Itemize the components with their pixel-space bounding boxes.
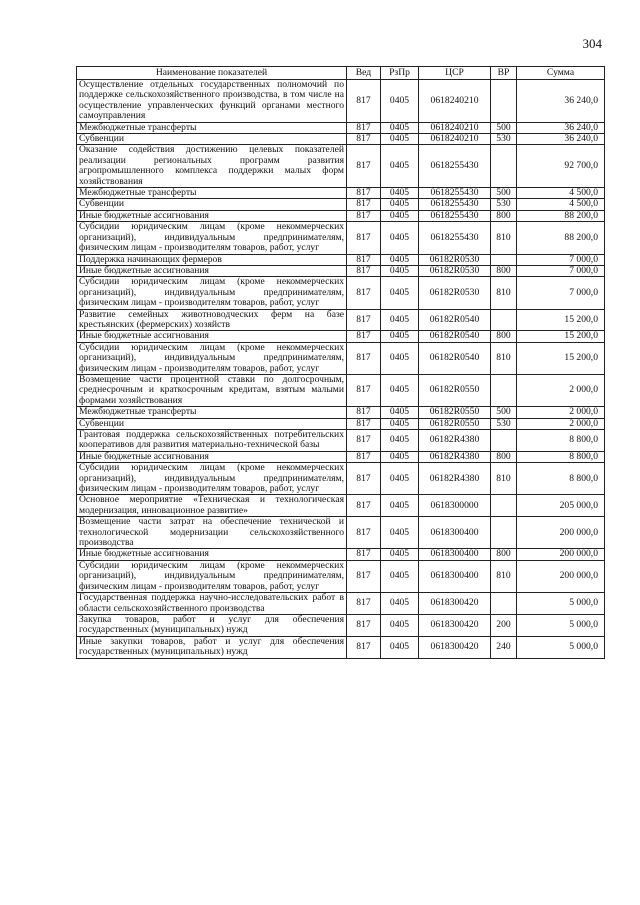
row-csr-cell: 0618240210 [419,134,491,145]
table-row [77,407,605,418]
row-rzpr-cell: 0405 [381,374,419,406]
row-vr-cell: 800 [491,549,517,560]
table-row [77,374,605,406]
row-csr-cell: 06182R0540 [419,309,491,331]
row-name-cell: Субвенции [77,199,347,210]
table-row [77,614,605,636]
row-name-cell: Основное мероприятие «Техническая и технологическая модернизация, инновационное развитие» [77,495,347,517]
row-csr-cell: 0618300400 [419,549,491,560]
row-csr-cell: 0618255430 [419,199,491,210]
row-rzpr-cell: 0405 [381,549,419,560]
row-name-cell: Иные бюджетные ассигнования [77,549,347,560]
row-vr-cell [491,593,517,615]
table-row [77,451,605,462]
row-ved-cell: 817 [347,342,381,374]
row-name-cell: Иные закупки товаров, работ и услуг для обеспечения государственных (муниципальных) нужд [77,636,347,658]
row-rzpr-cell: 0405 [381,134,419,145]
row-vr-cell: 810 [491,463,517,495]
row-vr-cell: 530 [491,418,517,429]
row-ved-cell: 817 [347,495,381,517]
header-sum: Сумма [517,67,605,80]
row-csr-cell: 0618240210 [419,80,491,123]
row-rzpr-cell: 0405 [381,80,419,123]
row-ved-cell: 817 [347,549,381,560]
table-body [77,80,605,659]
row-ved-cell: 817 [347,80,381,123]
row-vr-cell [491,254,517,265]
row-sum-cell: 88 200,0 [517,210,605,221]
row-vr-cell: 800 [491,451,517,462]
row-ved-cell: 817 [347,517,381,549]
header-rzpr: РзПр [381,67,419,80]
row-ved-cell: 817 [347,560,381,592]
row-ved-cell: 817 [347,593,381,615]
row-rzpr-cell: 0405 [381,593,419,615]
row-csr-cell: 06182R0550 [419,407,491,418]
row-name-cell: Иные бюджетные ассигнования [77,331,347,342]
table-row [77,495,605,517]
row-vr-cell: 800 [491,210,517,221]
row-name-cell: Иные бюджетные ассигнования [77,451,347,462]
table-row [77,560,605,592]
row-csr-cell: 0618255430 [419,188,491,199]
row-sum-cell: 200 000,0 [517,549,605,560]
table-row [77,134,605,145]
row-vr-cell [491,430,517,452]
row-name-cell: Межбюджетные трансферты [77,122,347,133]
row-ved-cell: 817 [347,374,381,406]
row-sum-cell: 200 000,0 [517,517,605,549]
header-name: Наименование показателей [77,67,347,80]
row-sum-cell: 7 000,0 [517,277,605,309]
row-csr-cell: 06182R4380 [419,451,491,462]
row-sum-cell: 8 800,0 [517,451,605,462]
row-sum-cell: 15 200,0 [517,331,605,342]
row-vr-cell: 530 [491,134,517,145]
row-rzpr-cell: 0405 [381,560,419,592]
table-row [77,210,605,221]
row-csr-cell: 06182R4380 [419,430,491,452]
row-rzpr-cell: 0405 [381,636,419,658]
row-ved-cell: 817 [347,199,381,210]
page-number: 304 [582,36,602,51]
row-name-cell: Иные бюджетные ассигнования [77,265,347,276]
row-csr-cell: 0618255430 [419,145,491,188]
row-name-cell: Государственная поддержка научно-исследовательских работ в области сельскохозяйственного производства [77,593,347,615]
row-rzpr-cell: 0405 [381,331,419,342]
row-csr-cell: 06182R4380 [419,463,491,495]
row-sum-cell: 36 240,0 [517,80,605,123]
table-row [77,80,605,123]
row-sum-cell: 4 500,0 [517,188,605,199]
row-vr-cell: 810 [491,560,517,592]
row-vr-cell: 500 [491,122,517,133]
row-sum-cell: 5 000,0 [517,636,605,658]
row-name-cell: Поддержка начинающих фермеров [77,254,347,265]
row-csr-cell: 06182R0550 [419,418,491,429]
row-name-cell: Субсидии юридическим лицам (кроме некоммерческих организаций), индивидуальным предпринимателям, физическим лицам - производителям товаров, работ, услуг [77,342,347,374]
row-csr-cell: 0618300400 [419,560,491,592]
row-rzpr-cell: 0405 [381,614,419,636]
row-sum-cell: 8 800,0 [517,463,605,495]
row-csr-cell: 0618300420 [419,636,491,658]
row-csr-cell: 06182R0530 [419,277,491,309]
row-sum-cell: 88 200,0 [517,222,605,254]
row-rzpr-cell: 0405 [381,277,419,309]
row-sum-cell: 8 800,0 [517,430,605,452]
row-sum-cell: 2 000,0 [517,407,605,418]
table-row [77,265,605,276]
row-sum-cell: 15 200,0 [517,342,605,374]
table-row [77,549,605,560]
row-csr-cell: 0618300420 [419,614,491,636]
row-rzpr-cell: 0405 [381,188,419,199]
row-name-cell: Межбюджетные трансферты [77,407,347,418]
row-vr-cell: 810 [491,222,517,254]
table-row [77,418,605,429]
table-row [77,188,605,199]
row-rzpr-cell: 0405 [381,199,419,210]
row-name-cell: Субсидии юридическим лицам (кроме некоммерческих организаций), индивидуальным предпринимателям, физическим лицам - производителям товаров, работ, услуг [77,463,347,495]
table-row [77,342,605,374]
table-row [77,122,605,133]
row-csr-cell: 0618300400 [419,517,491,549]
row-vr-cell: 810 [491,342,517,374]
row-name-cell: Межбюджетные трансферты [77,188,347,199]
row-sum-cell: 7 000,0 [517,265,605,276]
row-sum-cell: 7 000,0 [517,254,605,265]
row-csr-cell: 0618240210 [419,122,491,133]
row-vr-cell [491,309,517,331]
row-name-cell: Грантовая поддержка сельскохозяйственных потребительских кооперативов для развития материально-технической базы [77,430,347,452]
row-rzpr-cell: 0405 [381,430,419,452]
row-ved-cell: 817 [347,463,381,495]
row-sum-cell: 36 240,0 [517,134,605,145]
table-row [77,199,605,210]
row-sum-cell: 2 000,0 [517,418,605,429]
row-ved-cell: 817 [347,145,381,188]
row-name-cell: Возмещение части затрат на обеспечение технической и технологической модернизации сельскохозяйственного производства [77,517,347,549]
table-row [77,145,605,188]
row-sum-cell: 92 700,0 [517,145,605,188]
row-csr-cell: 06182R0530 [419,254,491,265]
table-row [77,254,605,265]
table-header-row [77,67,605,80]
row-rzpr-cell: 0405 [381,407,419,418]
row-ved-cell: 817 [347,188,381,199]
row-sum-cell: 205 000,0 [517,495,605,517]
row-ved-cell: 817 [347,210,381,221]
row-rzpr-cell: 0405 [381,451,419,462]
row-vr-cell: 240 [491,636,517,658]
row-csr-cell: 0618255430 [419,222,491,254]
row-name-cell: Субсидии юридическим лицам (кроме некоммерческих организаций), индивидуальным предпринимателям, физическим лицам - производителям товаров, работ, услуг [77,560,347,592]
row-name-cell: Иные бюджетные ассигнования [77,210,347,221]
table-row [77,309,605,331]
row-name-cell: Возмещение части процентной ставки по долгосрочным, среднесрочным и краткосрочным кредитам, взятым малыми формами хозяйствования [77,374,347,406]
header-vr: ВР [491,67,517,80]
row-rzpr-cell: 0405 [381,254,419,265]
header-ved: Вед [347,67,381,80]
row-rzpr-cell: 0405 [381,418,419,429]
row-ved-cell: 817 [347,451,381,462]
row-ved-cell: 817 [347,222,381,254]
row-name-cell: Субвенции [77,418,347,429]
row-vr-cell [491,495,517,517]
row-ved-cell: 817 [347,254,381,265]
row-csr-cell: 0618300000 [419,495,491,517]
row-csr-cell: 06182R0530 [419,265,491,276]
row-csr-cell: 0618300420 [419,593,491,615]
table-row [77,593,605,615]
row-sum-cell: 200 000,0 [517,560,605,592]
row-ved-cell: 817 [347,430,381,452]
row-rzpr-cell: 0405 [381,122,419,133]
row-sum-cell: 5 000,0 [517,614,605,636]
row-ved-cell: 817 [347,418,381,429]
row-vr-cell [491,517,517,549]
row-name-cell: Оказание содействия достижению целевых показателей реализации региональных программ развития агропромышленного комплекса поддержки малых форм хозяйствования [77,145,347,188]
row-rzpr-cell: 0405 [381,145,419,188]
row-ved-cell: 817 [347,134,381,145]
row-name-cell: Субсидии юридическим лицам (кроме некоммерческих организаций), индивидуальным предпринимателям, физическим лицам - производителям товаров, работ, услуг [77,222,347,254]
row-name-cell: Субсидии юридическим лицам (кроме некоммерческих организаций), индивидуальным предпринимателям, физическим лицам - производителям товаров, работ, услуг [77,277,347,309]
table-row [77,277,605,309]
row-rzpr-cell: 0405 [381,342,419,374]
row-rzpr-cell: 0405 [381,495,419,517]
row-rzpr-cell: 0405 [381,265,419,276]
row-csr-cell: 06182R0540 [419,331,491,342]
row-rzpr-cell: 0405 [381,222,419,254]
row-rzpr-cell: 0405 [381,463,419,495]
row-ved-cell: 817 [347,614,381,636]
row-ved-cell: 817 [347,122,381,133]
row-sum-cell: 4 500,0 [517,199,605,210]
row-vr-cell [491,145,517,188]
row-vr-cell [491,80,517,123]
row-ved-cell: 817 [347,407,381,418]
row-vr-cell: 200 [491,614,517,636]
table-row [77,430,605,452]
row-name-cell: Развитие семейных животноводческих ферм на базе крестьянских (фермерских) хозяйств [77,309,347,331]
row-sum-cell: 2 000,0 [517,374,605,406]
row-name-cell: Субвенции [77,134,347,145]
row-csr-cell: 0618255430 [419,210,491,221]
header-csr: ЦСР [419,67,491,80]
table-row [77,517,605,549]
row-name-cell: Осуществление отдельных государственных полномочий по поддержке сельскохозяйственного производства, в том числе на осуществление управленческих функций органами местного самоуправления [77,80,347,123]
row-vr-cell: 530 [491,199,517,210]
row-csr-cell: 06182R0550 [419,374,491,406]
row-ved-cell: 817 [347,636,381,658]
row-ved-cell: 817 [347,265,381,276]
row-sum-cell: 36 240,0 [517,122,605,133]
row-vr-cell: 800 [491,265,517,276]
row-vr-cell: 500 [491,188,517,199]
table-row [77,331,605,342]
row-vr-cell: 500 [491,407,517,418]
row-vr-cell: 800 [491,331,517,342]
row-sum-cell: 15 200,0 [517,309,605,331]
row-csr-cell: 06182R0540 [419,342,491,374]
row-ved-cell: 817 [347,309,381,331]
row-sum-cell: 5 000,0 [517,593,605,615]
budget-table [76,66,605,659]
row-name-cell: Закупка товаров, работ и услуг для обеспечения государственных (муниципальных) нужд [77,614,347,636]
row-ved-cell: 817 [347,277,381,309]
row-vr-cell: 810 [491,277,517,309]
table-row [77,636,605,658]
table-row [77,463,605,495]
row-ved-cell: 817 [347,331,381,342]
row-rzpr-cell: 0405 [381,309,419,331]
row-rzpr-cell: 0405 [381,517,419,549]
row-vr-cell [491,374,517,406]
table-row [77,222,605,254]
row-rzpr-cell: 0405 [381,210,419,221]
